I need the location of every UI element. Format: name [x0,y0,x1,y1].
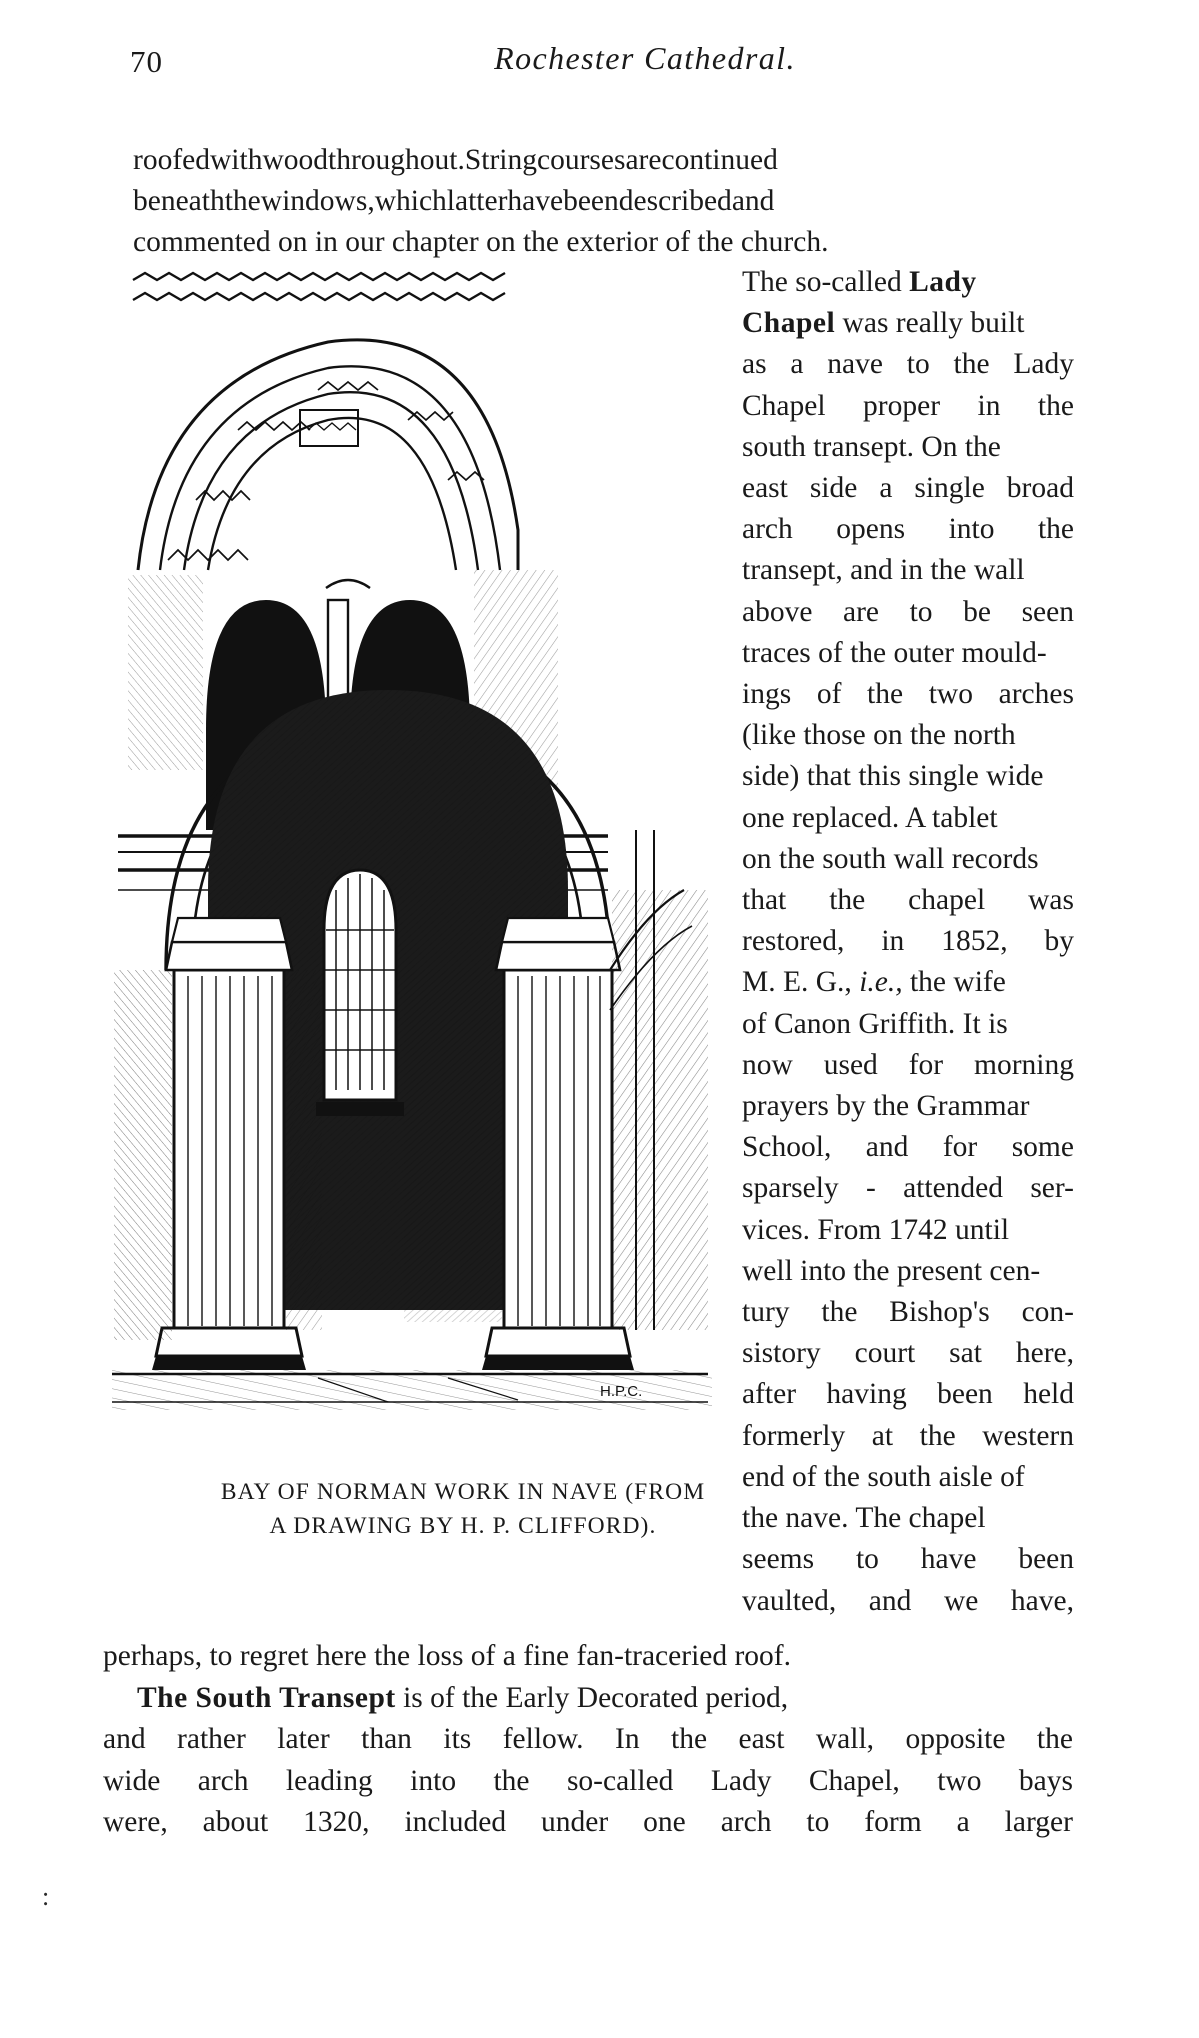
word: some [1011,1131,1074,1164]
word: vaulted, [742,1584,837,1617]
word: formerly [742,1419,846,1452]
text-run: well into the present cen- [742,1254,1041,1287]
word: court [854,1337,916,1370]
text-line [103,1802,1073,1844]
word: Bishop's [889,1296,990,1329]
word: in [881,925,905,958]
word: seen [1021,595,1074,628]
text-line: perhaps, to regret here the loss of a fine fan-traceried roof. [103,1640,792,1672]
word: having [826,1378,907,1411]
word: about [202,1806,269,1838]
recessed-window [316,870,404,1116]
emphasis-bold: Chapel [742,307,836,340]
text-line [742,1168,1074,1209]
figure-caption [183,1475,743,1543]
word: the [493,1764,530,1797]
text-line [133,181,1073,222]
word: opposite [905,1723,1006,1755]
paragraph-lead-rest: is of the Early Decorated period, [395,1681,789,1714]
text-line [742,962,1074,1003]
word: and [865,1131,909,1164]
word: with [210,144,263,176]
word: have [920,1543,977,1576]
word: used [823,1048,878,1081]
word: arch [197,1764,249,1797]
text-line [742,1539,1074,1580]
word: a [790,348,804,381]
word: the [919,1419,956,1452]
word: and [103,1723,146,1755]
word: under [541,1806,609,1838]
text-run: (like those on the north [742,719,1016,752]
figure-caption-line: A DRAWING BY H. P. CLIFFORD). [269,1513,657,1539]
word: by [1044,925,1074,958]
word: the [224,185,261,217]
word: courses [536,144,626,176]
triforium-arch [138,340,518,570]
word: single [914,472,985,505]
word: the [671,1723,708,1755]
word: leading [285,1764,373,1797]
word: are [843,595,880,628]
text-line [742,1251,1074,1292]
text-line [742,1127,1074,1168]
word: here, [1015,1337,1074,1370]
text-run: was really built [835,307,1025,340]
word: have [507,185,564,217]
text-run: the nave. The chapel [742,1502,986,1535]
word: side [809,472,858,505]
text-line: commented on in our chapter on the exterior of the church. [133,226,829,258]
word: roofed [133,144,210,176]
word: Chapel, [808,1764,900,1797]
text-line [103,1761,1073,1803]
word: throughout. [328,144,465,176]
word: arches [998,678,1074,711]
opening-paragraph [133,140,1073,263]
right-pier [482,918,634,1370]
word: the [867,678,904,711]
edge-mark: : [42,1882,50,1911]
text-run: M. E. G., [742,966,860,999]
word: bays [1018,1764,1073,1797]
text-run: vices. From 1742 until [742,1213,1010,1246]
text-line [742,1292,1074,1333]
word: to [806,1806,830,1838]
text-line [742,468,1074,509]
word: for [908,1048,944,1081]
word: 1320, [303,1806,370,1838]
text-run: The so-called [742,266,910,298]
word: were, [103,1806,168,1838]
text-run: traces of the outer mould- [742,636,1047,669]
word: the [821,1296,858,1329]
word: Chapel [742,389,826,422]
word: the [953,348,990,381]
text-line [742,1045,1074,1086]
text-line [742,756,1074,797]
word: sat [949,1337,982,1370]
running-title: Rochester Cathedral. [494,40,796,76]
text-run: end of the south aisle of [742,1460,1025,1493]
emphasis-bold: Lady [909,266,977,298]
word: at [871,1419,894,1452]
word: than [361,1723,412,1755]
top-ornament-band [133,273,505,300]
word: windows, [260,185,375,217]
running-head [130,40,1070,86]
word: into [410,1764,457,1797]
text-line [742,1333,1074,1374]
word: sparsely [742,1172,839,1205]
text-run: one replaced. A tablet [742,801,998,834]
text-line [742,550,1074,591]
word: restored, [742,925,845,958]
word: one [643,1806,686,1838]
text-line [742,1086,1074,1127]
word: the [1037,513,1074,546]
emphasis-italic: i.e., [859,966,903,999]
right-text-column [742,262,1074,1622]
word: into [948,513,995,546]
word: been [563,185,619,217]
word: the [829,884,866,917]
word: held [1023,1378,1074,1411]
word: described [618,185,732,217]
word: of [816,678,842,711]
word: ings [742,678,792,711]
word: was [1028,884,1074,917]
text-line [742,880,1074,921]
text-run: on the south wall records [742,842,1039,875]
shading-upper-left [128,575,203,770]
word: broad [1006,472,1074,505]
text-run: side) that this single wide [742,760,1044,793]
word: ser- [1030,1172,1074,1205]
word: later [277,1723,330,1755]
word: a [879,472,893,505]
word: east [738,1723,785,1755]
word: continued [661,144,778,176]
word: which [374,185,447,217]
word: to [855,1543,879,1576]
word: - [865,1172,876,1205]
word: latter [446,185,508,217]
word: wall, [815,1723,875,1755]
text-line [742,427,1074,468]
text-line [742,1581,1074,1622]
word: rather [177,1723,246,1755]
word: 1852, [941,925,1008,958]
word: two [928,678,973,711]
word: Lady [710,1764,772,1797]
word: nave [827,348,883,381]
word: In [615,1723,640,1755]
text-line [133,140,1073,181]
word: after [742,1378,797,1411]
word: and [731,185,775,217]
text-line [742,344,1074,385]
text-line [742,1457,1074,1498]
word: attended [903,1172,1004,1205]
text-run: south transept. On the [742,430,1001,463]
text-run: of Canon Griffith. It is [742,1007,1008,1040]
word: con- [1021,1296,1074,1329]
word: to [906,348,930,381]
word: are [625,144,662,176]
word: arch [720,1806,772,1838]
paragraph-lead-in: The South Transept [137,1681,396,1714]
word: School, [742,1131,832,1164]
word: proper [863,389,941,422]
text-line [742,1004,1074,1045]
word: been [1018,1543,1074,1576]
word: chapel [908,884,986,917]
word: arch [742,513,793,546]
word: to [909,595,933,628]
word: east [742,472,788,505]
text-line [742,1416,1074,1457]
word: we [943,1584,979,1617]
text-line [742,1374,1074,1415]
word: morning [974,1048,1074,1081]
figure-caption-line: BAY OF NORMAN WORK IN NAVE (FROM [220,1479,706,1505]
word: western [982,1419,1074,1452]
word: its [443,1723,472,1755]
text-line [742,839,1074,880]
bottom-paragraphs [103,1636,1073,1844]
word: above [742,595,813,628]
text-line [742,509,1074,550]
word: seems [742,1543,815,1576]
word: for [942,1131,978,1164]
text-line [742,386,1074,427]
text-line [742,592,1074,633]
word: sistory [742,1337,821,1370]
word: wide [103,1764,161,1797]
text-line [742,262,1074,303]
text-line [742,1210,1074,1251]
word: wood [262,144,329,176]
word: as [742,348,767,381]
artist-monogram: H.P.C. [600,1383,643,1400]
text-line [742,715,1074,756]
word: the [1036,1723,1073,1755]
text-line [742,921,1074,962]
text-line [742,633,1074,674]
text-line [103,1719,1073,1761]
word: larger [1004,1806,1073,1838]
text-run: the wife [902,966,1006,999]
word: be [963,595,991,628]
word: the [1037,389,1074,422]
word: been [937,1378,993,1411]
word: fellow. [502,1723,584,1755]
word: opens [836,513,906,546]
word: tury [742,1296,790,1329]
word: and [868,1584,912,1617]
left-pier [152,918,306,1370]
word: two [937,1764,982,1797]
page-number: 70 [130,44,163,79]
text-line [742,303,1074,344]
text-line [742,674,1074,715]
word: a [956,1806,970,1838]
word: in [977,389,1001,422]
word: String [464,144,537,176]
text-line [742,798,1074,839]
word: Lady [1013,348,1074,381]
word: that [742,884,787,917]
word: beneath [133,185,225,217]
norman-bay-engraving [88,270,733,1460]
engraving-illustration [88,270,733,1460]
text-run: transept, and in the wall [742,554,1025,587]
figure-block [88,270,738,1539]
text-run: prayers by the Grammar [742,1090,1030,1123]
word: form [864,1806,922,1838]
text-line [742,1498,1074,1539]
word: now [742,1048,793,1081]
word: so-called [566,1764,674,1797]
text-line [103,1678,1073,1720]
word: included [404,1806,507,1838]
word: have, [1010,1584,1074,1617]
